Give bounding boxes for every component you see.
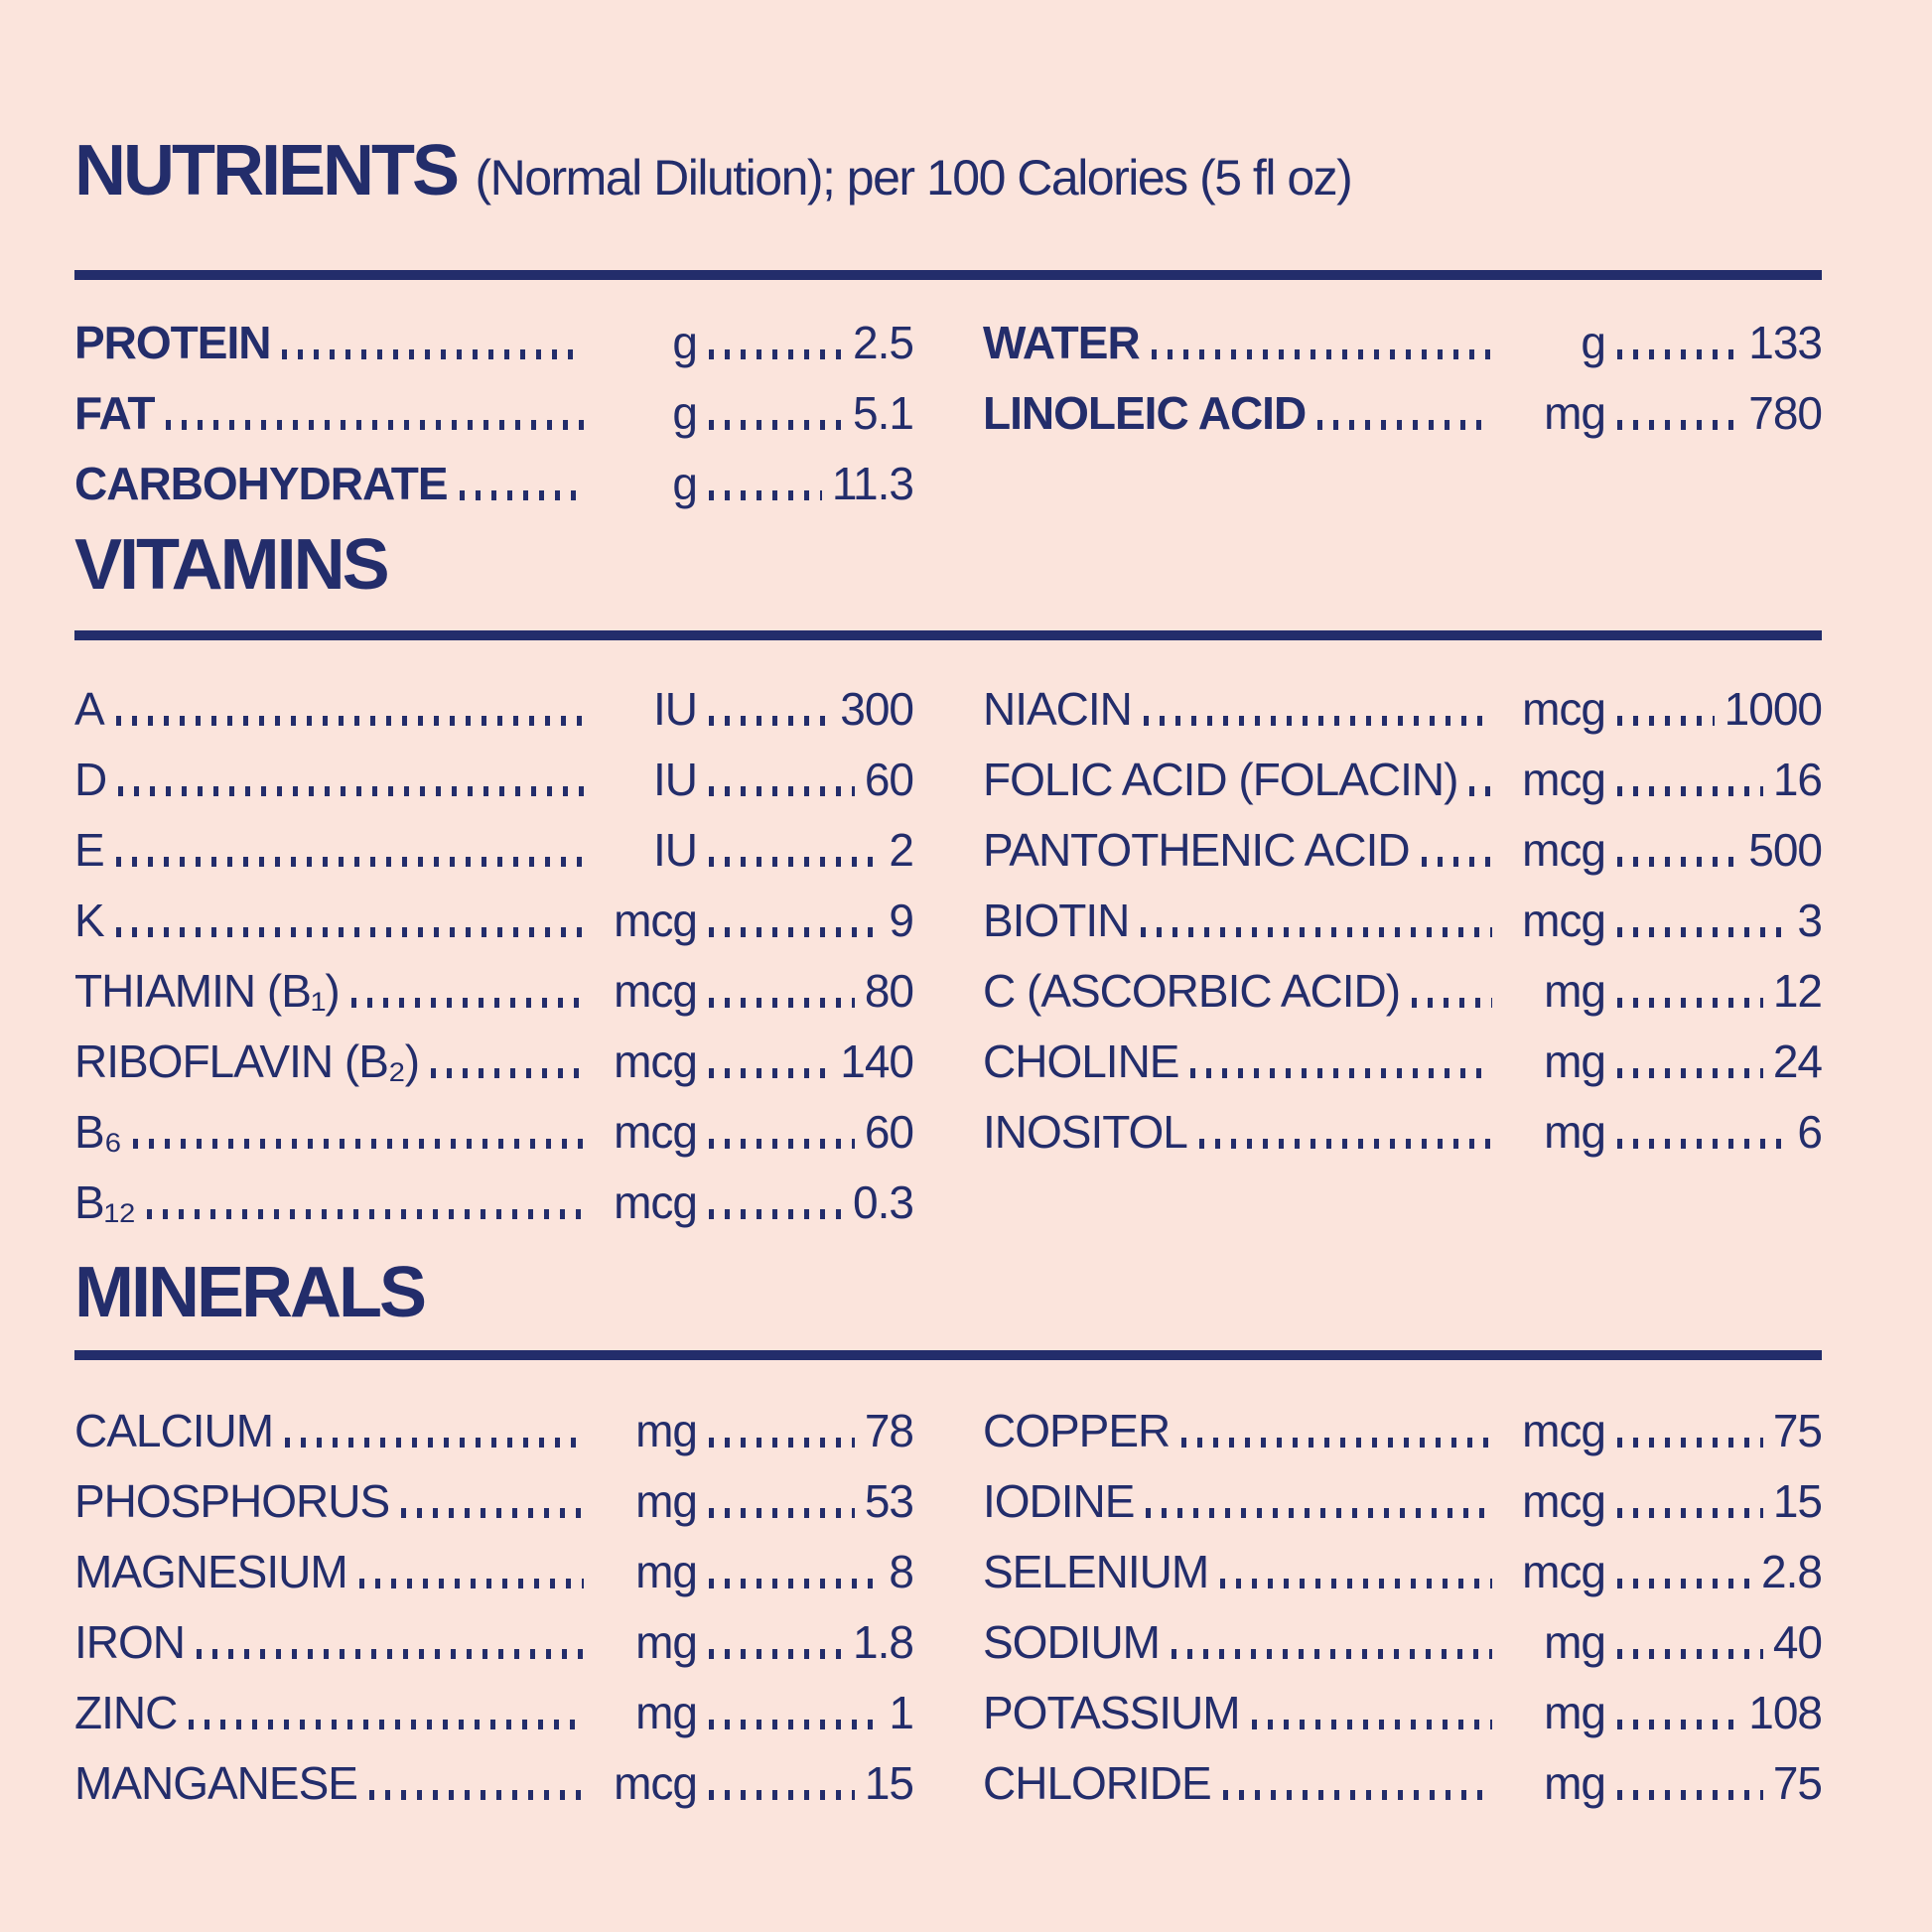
nutrient-value: 24 (1772, 1035, 1822, 1088)
dot-leader (1617, 349, 1738, 359)
nutrient-measure (594, 1108, 913, 1158)
nutrient-row (74, 1527, 913, 1597)
nutrient-row (74, 1087, 913, 1158)
nutrient-columns (74, 298, 1822, 509)
nutrient-label: POTASSIUM (983, 1687, 1240, 1739)
nutrient-value: 60 (864, 1106, 913, 1159)
nutrient-unit: IU (653, 824, 697, 877)
nutrient-label: SELENIUM (983, 1546, 1209, 1598)
nutrient-unit: mcg (1522, 1546, 1605, 1598)
dot-leader (709, 1508, 855, 1518)
dot-leader (431, 1068, 584, 1078)
dot-leader (1617, 1790, 1763, 1800)
nutrient-row (74, 1668, 913, 1738)
nutrient-value: 40 (1772, 1616, 1822, 1669)
vitamins-left-column (74, 664, 913, 1228)
nutrient-row (74, 1456, 913, 1527)
nutrient-value: 3 (1797, 895, 1822, 947)
dot-leader (166, 420, 584, 430)
nutrient-value: 8 (889, 1546, 913, 1598)
nutrient-label: PHOSPHORUS (74, 1475, 390, 1528)
nutrient-measure (1502, 1407, 1822, 1456)
nutrient-unit: g (672, 458, 697, 510)
nutrient-label: E (74, 824, 104, 877)
nutrient-measure (1502, 826, 1822, 876)
nutrient-label: D (74, 754, 107, 806)
nutrient-value: 300 (840, 683, 913, 736)
dot-leader (1220, 1579, 1492, 1588)
nutrient-row (983, 1597, 1822, 1668)
nutrient-value: 75 (1772, 1757, 1822, 1810)
dot-leader (1252, 1720, 1492, 1729)
nutrient-measure (594, 1618, 913, 1668)
section-title: MINERALS (74, 1253, 424, 1332)
nutrient-label: FAT (74, 387, 155, 440)
nutrient-row (983, 368, 1822, 439)
nutrient-measure (594, 1759, 913, 1809)
nutrient-label: NIACIN (983, 683, 1132, 736)
nutrient-row (74, 1017, 913, 1087)
nutrient-label: THIAMIN (B₁) (74, 965, 340, 1018)
dot-leader (709, 857, 879, 867)
nutrient-row (74, 368, 913, 439)
nutrient-measure (1502, 1108, 1822, 1158)
dot-leader (1617, 1649, 1763, 1659)
dot-leader (709, 1649, 843, 1659)
mineral-columns (74, 1386, 1822, 1809)
dot-leader (1617, 1438, 1763, 1448)
dot-leader (1617, 1720, 1738, 1729)
nutrient-measure (1502, 1037, 1822, 1087)
nutrient-unit: mg (1544, 1757, 1605, 1810)
nutrient-value: 2 (889, 824, 913, 877)
nutrient-measure (1502, 1618, 1822, 1668)
nutrient-unit: mg (635, 1405, 697, 1457)
nutrient-value: 2.5 (853, 317, 913, 369)
nutrient-value: 2.8 (1761, 1546, 1822, 1598)
section-title: NUTRIENTS (74, 131, 457, 210)
nutrient-measure (1502, 685, 1822, 735)
nutrient-row (983, 1386, 1822, 1456)
nutrient-unit: mcg (614, 1176, 697, 1229)
dot-leader (709, 349, 843, 359)
nutrient-measure (1502, 319, 1822, 368)
nutrient-label: SODIUM (983, 1616, 1160, 1669)
nutrient-row (983, 1087, 1822, 1158)
nutrient-value: 15 (864, 1757, 913, 1810)
nutrient-value: 75 (1772, 1405, 1822, 1457)
nutrient-label: MAGNESIUM (74, 1546, 347, 1598)
dot-leader (1617, 1068, 1763, 1078)
nutrient-row (74, 1738, 913, 1809)
nutrient-unit: mcg (1522, 754, 1605, 806)
nutrient-row (983, 876, 1822, 946)
dot-leader (709, 1790, 855, 1800)
nutrient-row (983, 946, 1822, 1017)
nutrient-value: 9 (889, 895, 913, 947)
dot-leader (709, 716, 830, 726)
nutrient-unit: mcg (1522, 895, 1605, 947)
nutrient-value: 0.3 (853, 1176, 913, 1229)
dot-leader (116, 927, 584, 937)
section-title: VITAMINS (74, 525, 387, 605)
dot-leader (1617, 1139, 1787, 1149)
nutrient-label: CHLORIDE (983, 1757, 1211, 1810)
dot-leader (189, 1720, 584, 1729)
nutrient-measure (594, 1037, 913, 1087)
nutrient-measure (1502, 1477, 1822, 1527)
dot-leader (1146, 1508, 1492, 1518)
dot-leader (118, 786, 584, 796)
nutrient-value: 1.8 (853, 1616, 913, 1669)
nutrient-value: 53 (864, 1475, 913, 1528)
divider-rule (74, 1350, 1822, 1360)
nutrient-label: COPPER (983, 1405, 1171, 1457)
nutrient-value: 133 (1748, 317, 1822, 369)
dot-leader (709, 1139, 855, 1149)
dot-leader (282, 349, 584, 359)
nutrient-label: ZINC (74, 1687, 178, 1739)
dot-leader (116, 857, 584, 867)
nutrient-row (983, 1668, 1822, 1738)
dot-leader (1617, 1508, 1763, 1518)
dot-leader (1172, 1649, 1492, 1659)
nutrient-measure (1502, 967, 1822, 1017)
nutrient-unit: mg (635, 1616, 697, 1669)
nutrient-unit: mcg (614, 895, 697, 947)
dot-leader (369, 1790, 584, 1800)
nutrient-value: 11.3 (831, 458, 913, 510)
nutrient-unit: mg (1544, 1106, 1605, 1159)
nutrient-measure (594, 1178, 913, 1228)
nutrient-measure (594, 460, 913, 509)
dot-leader (147, 1209, 584, 1219)
section-header (74, 1253, 1822, 1344)
dot-leader (1412, 998, 1492, 1008)
nutrient-row (983, 298, 1822, 368)
dot-leader (709, 1579, 879, 1588)
dot-leader (116, 716, 584, 726)
nutrient-measure (594, 1548, 913, 1597)
vitamin-columns (74, 664, 1822, 1228)
nutrient-label: K (74, 895, 104, 947)
divider-rule (74, 630, 1822, 640)
section-minerals (74, 1253, 1822, 1810)
nutrient-unit: g (672, 387, 697, 440)
nutrient-measure (594, 685, 913, 735)
nutrient-label: RIBOFLAVIN (B₂) (74, 1035, 420, 1088)
nutrient-unit: mg (635, 1687, 697, 1739)
nutrient-value: 108 (1748, 1687, 1822, 1739)
nutrient-row (74, 439, 913, 509)
nutrient-unit: IU (653, 683, 697, 736)
dot-leader (197, 1649, 584, 1659)
section-vitamins (74, 525, 1822, 1229)
nutrient-value: 1000 (1724, 683, 1822, 736)
nutrient-value: 12 (1772, 965, 1822, 1018)
dot-leader (709, 927, 879, 937)
nutrient-unit: mg (1544, 1035, 1605, 1088)
nutrient-row (74, 876, 913, 946)
nutrient-row (74, 1158, 913, 1228)
nutrients-right-column (983, 298, 1822, 439)
dot-leader (133, 1139, 584, 1149)
nutrient-label: INOSITOL (983, 1106, 1187, 1159)
nutrient-unit: mg (635, 1546, 697, 1598)
dot-leader (1617, 998, 1763, 1008)
nutrient-measure (1502, 389, 1822, 439)
dot-leader (285, 1438, 584, 1448)
nutrient-unit: mg (1544, 1616, 1605, 1669)
dot-leader (709, 1438, 855, 1448)
nutrient-unit: mcg (614, 1035, 697, 1088)
dot-leader (709, 998, 855, 1008)
nutrient-value: 15 (1772, 1475, 1822, 1528)
dot-leader (1617, 927, 1787, 937)
dot-leader (709, 1068, 830, 1078)
nutrient-unit: mcg (1522, 1475, 1605, 1528)
nutrient-value: 60 (864, 754, 913, 806)
nutrient-measure (594, 897, 913, 946)
dot-leader (709, 490, 822, 500)
nutrient-unit: mg (1544, 387, 1605, 440)
nutrient-measure (594, 1407, 913, 1456)
nutrient-measure (1502, 756, 1822, 805)
dot-leader (709, 786, 855, 796)
dot-leader (709, 420, 843, 430)
section-subtitle: (Normal Dilution); per 100 Calories (5 fl oz) (475, 150, 1352, 206)
nutrient-value: 80 (864, 965, 913, 1018)
nutrient-label: BIOTIN (983, 895, 1130, 947)
nutrient-value: 5.1 (853, 387, 913, 440)
nutrient-label: LINOLEIC ACID (983, 387, 1307, 440)
nutrient-label: B₁₂ (74, 1176, 136, 1229)
nutrient-unit: mcg (1522, 683, 1605, 736)
nutrient-measure (1502, 1548, 1822, 1597)
dot-leader (709, 1720, 879, 1729)
nutrient-unit: mg (635, 1475, 697, 1528)
nutrient-row (983, 1527, 1822, 1597)
dot-leader (709, 1209, 843, 1219)
nutrient-measure (594, 756, 913, 805)
nutrient-row (74, 946, 913, 1017)
nutrient-measure (594, 389, 913, 439)
nutrient-unit: mcg (1522, 824, 1605, 877)
nutrient-value: 140 (840, 1035, 913, 1088)
nutrient-row (74, 298, 913, 368)
nutrient-label: IRON (74, 1616, 185, 1669)
divider-rule (74, 270, 1822, 280)
nutrient-measure (594, 319, 913, 368)
nutrient-row (74, 664, 913, 735)
nutrients-left-column (74, 298, 913, 509)
nutrient-unit: mcg (614, 1757, 697, 1810)
nutrient-row (74, 1386, 913, 1456)
dot-leader (1152, 349, 1492, 359)
nutrient-value: 78 (864, 1405, 913, 1457)
nutrient-label: CALCIUM (74, 1405, 274, 1457)
nutrient-measure (594, 826, 913, 876)
dot-leader (1469, 786, 1492, 796)
nutrient-row (74, 805, 913, 876)
dot-leader (359, 1579, 584, 1588)
nutrient-row (983, 1017, 1822, 1087)
dot-leader (1181, 1438, 1492, 1448)
dot-leader (351, 998, 584, 1008)
nutrient-label: MANGANESE (74, 1757, 357, 1810)
nutrient-measure (1502, 1759, 1822, 1809)
nutrient-row (74, 735, 913, 805)
dot-leader (1617, 857, 1738, 867)
nutrient-label: A (74, 683, 104, 736)
dot-leader (1422, 857, 1492, 867)
nutrient-measure (1502, 1689, 1822, 1738)
nutrient-label: PROTEIN (74, 317, 271, 369)
nutrient-value: 1 (889, 1687, 913, 1739)
nutrient-row (983, 1456, 1822, 1527)
nutrient-measure (594, 967, 913, 1017)
nutrient-label: CARBOHYDRATE (74, 458, 448, 510)
nutrient-unit: mg (1544, 1687, 1605, 1739)
nutrient-unit: g (1581, 317, 1605, 369)
nutrient-label: PANTOTHENIC ACID (983, 824, 1410, 877)
nutrient-label: C (ASCORBIC ACID) (983, 965, 1401, 1018)
dot-leader (1317, 420, 1492, 430)
dot-leader (460, 490, 584, 500)
nutrient-row (74, 1597, 913, 1668)
nutrient-unit: IU (653, 754, 697, 806)
nutrient-label: IODINE (983, 1475, 1135, 1528)
nutrient-value: 780 (1748, 387, 1822, 440)
nutrient-measure (1502, 897, 1822, 946)
nutrient-unit: mcg (1522, 1405, 1605, 1457)
vitamins-right-column (983, 664, 1822, 1158)
nutrient-unit: mg (1544, 965, 1605, 1018)
nutrient-value: 6 (1797, 1106, 1822, 1159)
nutrient-row (983, 664, 1822, 735)
nutrient-unit: g (672, 317, 697, 369)
nutrient-unit: mcg (614, 965, 697, 1018)
dot-leader (1617, 1579, 1751, 1588)
dot-leader (1617, 420, 1738, 430)
dot-leader (1199, 1139, 1492, 1149)
nutrient-row (983, 735, 1822, 805)
nutrient-label: B₆ (74, 1106, 122, 1159)
dot-leader (1141, 927, 1492, 937)
dot-leader (1144, 716, 1492, 726)
nutrient-row (983, 1738, 1822, 1809)
minerals-right-column (983, 1386, 1822, 1809)
section-nutrients (74, 131, 1822, 510)
nutrient-label: CHOLINE (983, 1035, 1179, 1088)
dot-leader (1223, 1790, 1492, 1800)
nutrient-value: 16 (1772, 754, 1822, 806)
nutrient-value: 500 (1748, 824, 1822, 877)
dot-leader (1617, 716, 1715, 726)
dot-leader (1617, 786, 1763, 796)
nutrient-label: WATER (983, 317, 1140, 369)
nutrient-unit: mcg (614, 1106, 697, 1159)
nutrient-row (983, 805, 1822, 876)
nutrient-measure (594, 1689, 913, 1738)
nutrient-measure (594, 1477, 913, 1527)
dot-leader (1190, 1068, 1492, 1078)
minerals-left-column (74, 1386, 913, 1809)
nutrient-label: FOLIC ACID (FOLACIN) (983, 754, 1458, 806)
section-header (74, 131, 1822, 222)
section-header (74, 525, 1822, 617)
dot-leader (401, 1508, 584, 1518)
